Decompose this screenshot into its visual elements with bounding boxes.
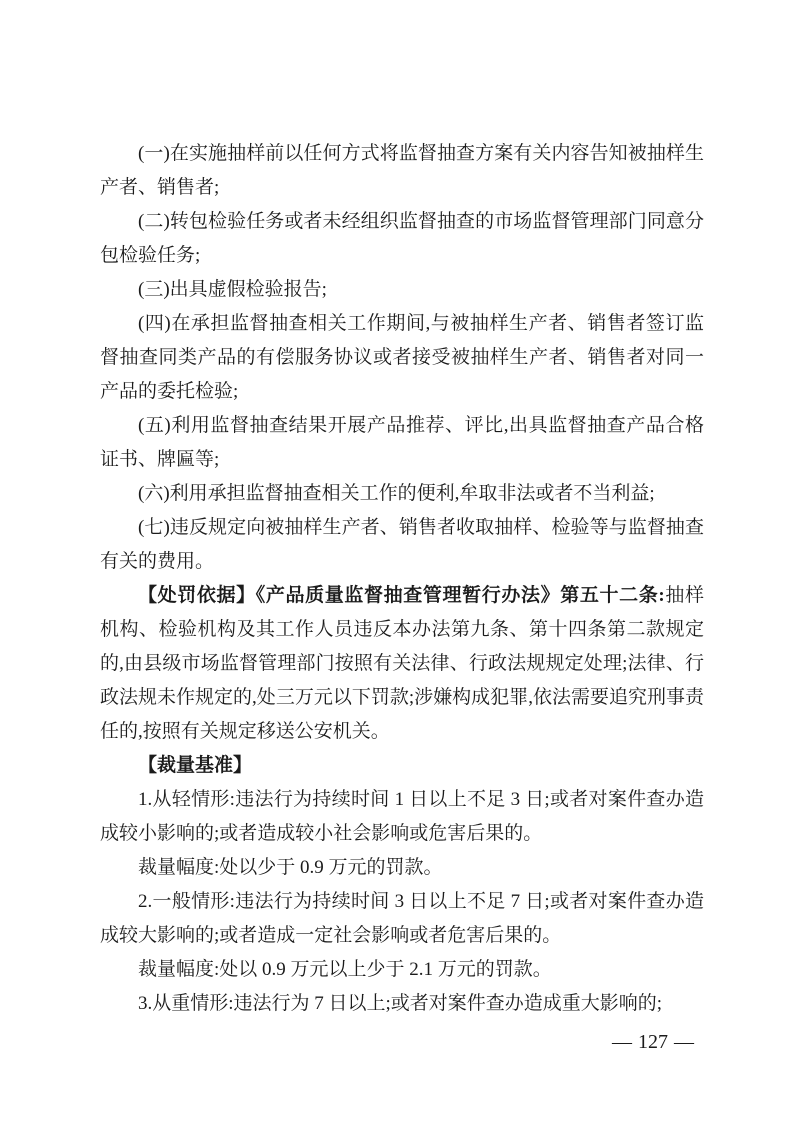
lenient-case-paragraph (100, 783, 704, 851)
penalty-basis-paragraph (100, 579, 704, 749)
severe-case-paragraph (100, 987, 704, 1021)
clause-item-2 (100, 205, 704, 273)
general-case-paragraph (100, 885, 704, 953)
discretion-benchmark-label: 【裁量基准】 (138, 755, 253, 776)
lenient-range-paragraph (100, 851, 704, 885)
general-range-text: 裁量幅度:处以 0.9 万元以上少于 2.1 万元的罚款。 (138, 959, 552, 980)
severe-case-text: 3.从重情形:违法行为 7 日以上;或者对案件查办造成重大影响的; (138, 993, 663, 1014)
clause-item-6 (100, 477, 704, 511)
footer-left-dash: — (612, 1031, 632, 1053)
general-range-paragraph (100, 953, 704, 987)
page-footer (606, 1030, 700, 1054)
clause-3-text: (三)出具虚假检验报告; (138, 279, 327, 300)
clause-item-3 (100, 273, 704, 307)
clause-item-5 (100, 409, 704, 477)
clause-item-1 (100, 137, 704, 205)
clause-item-7 (100, 511, 704, 579)
clause-7-text: (七)违反规定向被抽样生产者、销售者收取抽样、检验等与监督抽查有关的费用。 (100, 517, 704, 572)
clause-2-text: (二)转包检验任务或者未经组织监督抽查的市场监督管理部门同意分包检验任务; (100, 211, 704, 266)
clause-4-text: (四)在承担监督抽查相关工作期间,与被抽样生产者、销售者签订监督抽查同类产品的有偿服务协议或者接受被抽样生产者、销售者对同一产品的委托检验; (100, 313, 704, 402)
page-number: 127 (638, 1031, 668, 1053)
penalty-basis-text: 抽样机构、检验机构及其工作人员违反本办法第九条、第十四条第二款规定的,由县级市场监督管理部门按照有关法律、行政法规规定处理;法律、行政法规未作规定的,处三万元以下罚款;涉嫌构成犯罪,依法需要追究刑事责任的,按照有关规定移送公安机关。 (100, 585, 704, 742)
lenient-range-text: 裁量幅度:处以少于 0.9 万元的罚款。 (138, 857, 443, 878)
penalty-basis-heading: 【处罚依据】《产品质量监督抽查管理暂行办法》第五十二条: (138, 585, 665, 606)
lenient-case-text: 1.从轻情形:违法行为持续时间 1 日以上不足 3 日;或者对案件查办造成较小影响的;或者造成较小社会影响或危害后果的。 (100, 789, 704, 844)
clause-1-text: (一)在实施抽样前以任何方式将监督抽查方案有关内容告知被抽样生产者、销售者; (100, 143, 704, 198)
clause-item-4 (100, 307, 704, 409)
discretion-benchmark-heading (100, 749, 704, 783)
general-case-text: 2.一般情形:违法行为持续时间 3 日以上不足 7 日;或者对案件查办造成较大影响的;或者造成一定社会影响或者危害后果的。 (100, 891, 704, 946)
clause-5-text: (五)利用监督抽查结果开展产品推荐、评比,出具监督抽查产品合格证书、牌匾等; (100, 415, 704, 470)
footer-right-dash: — (674, 1031, 694, 1053)
clause-6-text: (六)利用承担监督抽查相关工作的便利,牟取非法或者不当利益; (138, 483, 655, 504)
document-body (100, 137, 704, 1021)
